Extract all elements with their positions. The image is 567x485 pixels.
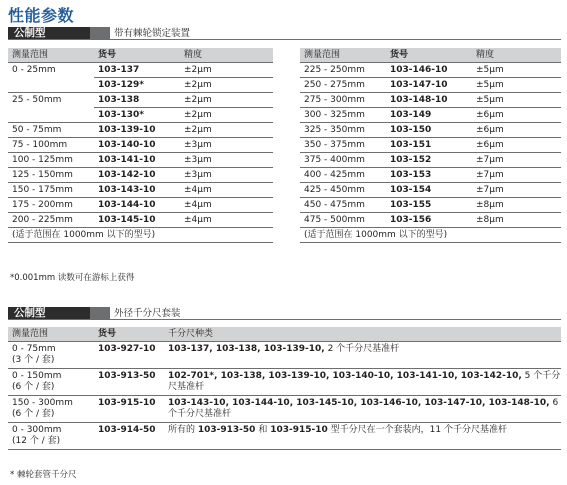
range-cell: 400 - 425mm	[300, 168, 386, 183]
code-cell: 103-150	[386, 123, 472, 138]
kind-models: 102-701*, 103-138, 103-139-10, 103-140-10, 103-141-10, 103-142-10,	[168, 371, 522, 381]
header-range: 测量范围	[300, 48, 386, 63]
code-cell: 103-129*	[94, 78, 180, 93]
accuracy-cell: ±2μm	[180, 108, 273, 123]
range-cell	[8, 342, 94, 369]
range-cell	[8, 369, 94, 396]
header-kind: 千分尺种类	[164, 327, 561, 342]
kind-cell	[164, 369, 561, 396]
range-cell: 200 - 225mm	[8, 213, 94, 228]
section1-description: 带有棘轮锁定装置	[110, 27, 194, 40]
header-accuracy: 精度	[180, 48, 273, 63]
range-cell: 225 - 250mm	[300, 63, 386, 78]
range-cell: 250 - 275mm	[300, 78, 386, 93]
code-cell: 103-156	[386, 213, 472, 228]
table-row	[300, 198, 561, 213]
table-row	[300, 93, 561, 108]
kind-suffix: 型千分尺在一个套装内，11 个千分尺基准杆	[327, 425, 507, 435]
range-cell: 475 - 500mm	[300, 213, 386, 228]
table-row	[8, 153, 273, 168]
table-header-row	[8, 48, 273, 63]
set-count: (6 个 / 套)	[12, 409, 55, 419]
accuracy-cell: ±4μm	[180, 198, 273, 213]
code-cell: 103-144-10	[94, 198, 180, 213]
table-row	[300, 183, 561, 198]
section2-description: 外径千分尺套装	[110, 307, 185, 320]
range-cell	[8, 396, 94, 423]
header-range: 测量范围	[8, 327, 94, 342]
table-row	[300, 123, 561, 138]
accuracy-cell: ±2μm	[180, 63, 273, 78]
section2-tag: 公制型	[8, 307, 90, 320]
section1-rule	[8, 39, 561, 40]
range-cell: 275 - 300mm	[300, 93, 386, 108]
code-cell: 103-155	[386, 198, 472, 213]
code-cell: 103-138	[94, 93, 180, 108]
range-cell: 375 - 400mm	[300, 153, 386, 168]
table-row	[8, 396, 561, 423]
range-cell: 450 - 475mm	[300, 198, 386, 213]
range-cell: 350 - 375mm	[300, 138, 386, 153]
set-count: (12 个 / 套)	[12, 436, 61, 446]
table-row	[8, 198, 273, 213]
right-spec-table	[300, 48, 561, 243]
code-cell: 103-152	[386, 153, 472, 168]
range-cell: 300 - 325mm	[300, 108, 386, 123]
code-cell: 103-927-10	[94, 342, 164, 369]
kind-cell	[164, 396, 561, 423]
code-cell: 103-141-10	[94, 153, 180, 168]
kind-join: 和	[255, 425, 271, 435]
range-cell: 100 - 125mm	[8, 153, 94, 168]
header-code: 货号	[94, 327, 164, 342]
code-cell: 103-145-10	[94, 213, 180, 228]
table-row	[8, 168, 273, 183]
header-range: 测量范围	[8, 48, 94, 63]
code-cell: 103-130*	[94, 108, 180, 123]
range-cell: 425 - 450mm	[300, 183, 386, 198]
section1-footnote: *0.001mm 读数可在游标上获得	[10, 273, 135, 283]
code-cell: 103-147-10	[386, 78, 472, 93]
table-row	[8, 138, 273, 153]
accuracy-cell: ±6μm	[472, 138, 561, 153]
table-row	[8, 78, 273, 93]
code-cell: 103-149	[386, 108, 472, 123]
code-cell: 103-137	[94, 63, 180, 78]
table-footer-row	[300, 228, 561, 243]
kind-extra: 5 个千分尺基准杆	[168, 371, 561, 392]
header-code: 货号	[386, 48, 472, 63]
accuracy-cell: ±2μm	[180, 78, 273, 93]
range-text: 0 - 150mm	[12, 371, 62, 381]
range-cell: 175 - 200mm	[8, 198, 94, 213]
accuracy-cell: ±6μm	[472, 108, 561, 123]
range-cell	[8, 108, 94, 123]
accuracy-cell: ±8μm	[472, 198, 561, 213]
code-cell: 103-139-10	[94, 123, 180, 138]
table-row	[8, 63, 273, 78]
range-text: 0 - 75mm	[12, 344, 56, 354]
table-row	[8, 213, 273, 228]
table-row	[8, 108, 273, 123]
accuracy-cell: ±2μm	[180, 93, 273, 108]
accuracy-cell: ±2μm	[180, 123, 273, 138]
kind-extra: 6 个千分尺基准杆	[168, 398, 559, 419]
table-header-row	[8, 327, 561, 342]
range-cell: 325 - 350mm	[300, 123, 386, 138]
code-cell: 103-913-50	[94, 369, 164, 396]
range-cell: 0 - 25mm	[12, 65, 56, 75]
set-count: (3 个 / 套)	[12, 355, 55, 365]
range-cell: 125 - 150mm	[8, 168, 94, 183]
range-cell	[8, 423, 94, 450]
kind-set-b: 103-915-10	[270, 425, 328, 435]
range-cell	[8, 78, 94, 93]
code-cell: 103-146-10	[386, 63, 472, 78]
accuracy-cell: ±3μm	[180, 138, 273, 153]
accuracy-cell: ±7μm	[472, 183, 561, 198]
table-row	[8, 123, 273, 138]
header-code: 货号	[94, 48, 180, 63]
accuracy-cell: ±7μm	[472, 153, 561, 168]
table-row	[8, 93, 273, 108]
kind-set-a: 103-913-50	[197, 425, 256, 435]
section1-tag: 公制型	[8, 27, 90, 40]
code-cell: 103-153	[386, 168, 472, 183]
table-footer-note: (适于范围在 1000mm 以下的型号)	[8, 228, 273, 243]
table-footer-note: (适于范围在 1000mm 以下的型号)	[300, 228, 561, 243]
accuracy-cell: ±4μm	[180, 213, 273, 228]
set-count: (6 个 / 套)	[12, 382, 55, 392]
table-row	[8, 342, 561, 369]
table-row	[300, 108, 561, 123]
table-footer-row	[8, 228, 273, 243]
accuracy-cell: ±5μm	[472, 78, 561, 93]
range-text: 0 - 300mm	[12, 425, 62, 435]
accuracy-cell: ±4μm	[180, 183, 273, 198]
kind-cell	[164, 423, 561, 450]
accuracy-cell: ±5μm	[472, 93, 561, 108]
accuracy-cell: ±6μm	[472, 123, 561, 138]
code-cell: 103-914-50	[94, 423, 164, 450]
header-accuracy: 精度	[472, 48, 561, 63]
table-row	[300, 168, 561, 183]
table-row	[300, 138, 561, 153]
table-header-row	[300, 48, 561, 63]
kind-prefix: 所有的	[168, 425, 198, 435]
kind-cell	[164, 342, 561, 369]
kind-models: 103-137, 103-138, 103-139-10,	[168, 344, 325, 354]
page-title: 性能参数	[8, 6, 75, 25]
table-row	[300, 63, 561, 78]
code-cell: 103-915-10	[94, 396, 164, 423]
table-row	[8, 183, 273, 198]
table-row	[300, 78, 561, 93]
code-cell: 103-142-10	[94, 168, 180, 183]
code-cell: 103-154	[386, 183, 472, 198]
range-cell: 25 - 50mm	[12, 95, 62, 105]
range-cell: 75 - 100mm	[8, 138, 94, 153]
accuracy-cell: ±3μm	[180, 153, 273, 168]
kind-models: 103-143-10, 103-144-10, 103-145-10, 103-146-10, 103-147-10, 103-148-10,	[168, 398, 550, 408]
range-cell: 50 - 75mm	[8, 123, 94, 138]
range-cell: 150 - 175mm	[8, 183, 94, 198]
table-row	[8, 369, 561, 396]
accuracy-cell: ±3μm	[180, 168, 273, 183]
accuracy-cell: ±7μm	[472, 168, 561, 183]
code-cell: 103-148-10	[386, 93, 472, 108]
code-cell: 103-151	[386, 138, 472, 153]
accuracy-cell: ±8μm	[472, 213, 561, 228]
range-text: 150 - 300mm	[12, 398, 73, 408]
code-cell: 103-143-10	[94, 183, 180, 198]
code-cell: 103-140-10	[94, 138, 180, 153]
kind-extra: 2 个千分尺基准杆	[324, 344, 400, 354]
kit-table	[8, 327, 561, 450]
section2-footnote: * 棘轮套管千分尺	[10, 470, 77, 480]
left-spec-table	[8, 48, 273, 243]
table-row	[8, 423, 561, 450]
accuracy-cell: ±5μm	[472, 63, 561, 78]
section2-rule	[8, 319, 561, 320]
table-row	[300, 153, 561, 168]
table-row	[300, 213, 561, 228]
